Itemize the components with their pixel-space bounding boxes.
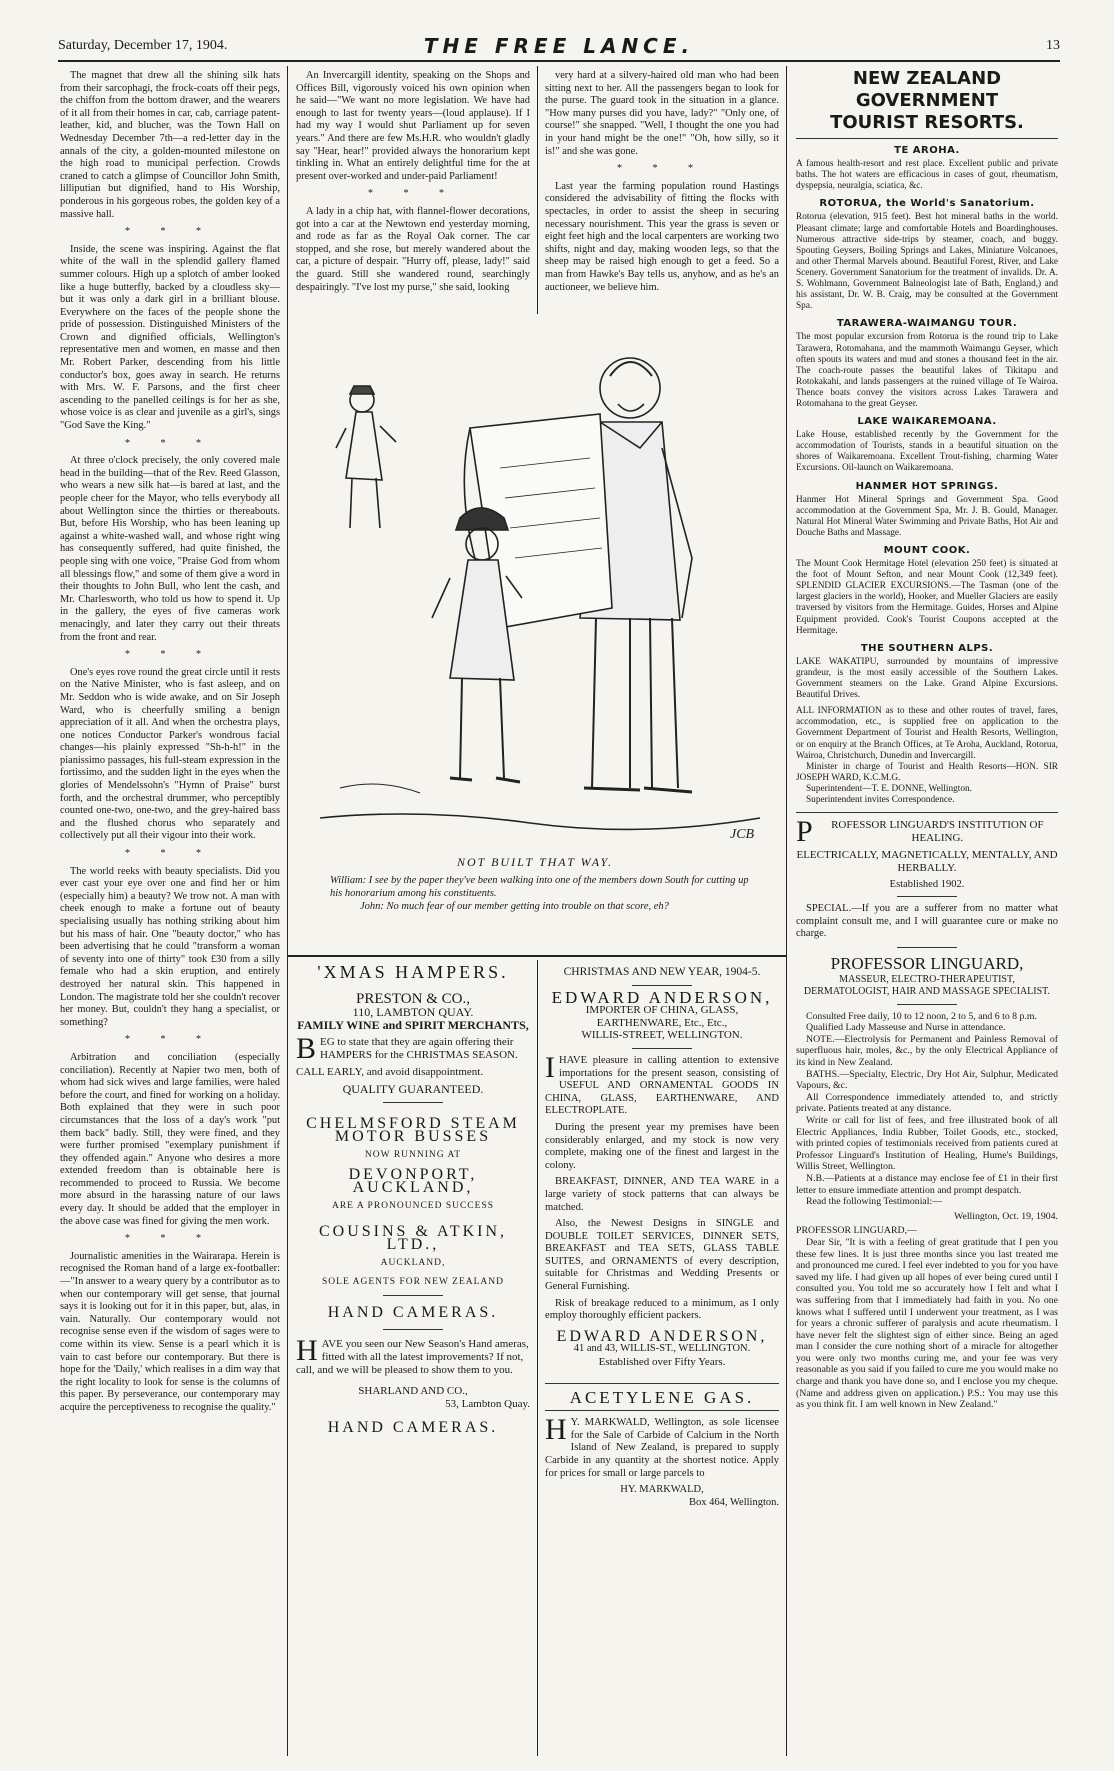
separator-stars: * * * xyxy=(125,848,215,860)
column-1-article xyxy=(60,70,280,1750)
divider xyxy=(632,1048,692,1049)
cousins-agents: SOLE AGENTS FOR NEW ZEALAND xyxy=(322,1277,504,1287)
separator-stars: * * * xyxy=(125,1233,215,1245)
divider xyxy=(383,1295,443,1296)
paragraph: The magnet that drew all the shining silk hats from their sarcophagi, the frock-coats off their pegs, the chiffon from the bottom drawer, and the wearers of it all from their homes in car, cab, carriage patent-leather, kid, and blucher, was the Town Hall on Wednesday December 7th—a red-letter day in the annals of the city, a golden-mounted milestone on the high road to municipal perfection. Crowds craned to catch a glimpse of Councillor John Smith, lilliputian but dignified, hand to His Worship, ponderous in his gorgeous robes, the golden key of a massive hall. xyxy=(60,70,280,220)
anderson-name: EDWARD ANDERSON, xyxy=(551,987,773,1007)
preston-address: 110, LAMBTON QUAY. xyxy=(352,1005,474,1019)
acetylene-name: HY. MARKWALD, xyxy=(620,1484,704,1496)
resort-text: Lake House, established recently by the Government for the accommodation of Tourists, stands in a beautiful situation on the shores of Waikaremoana. Excellent Trout-fishing, charming Water Excursions. Oil-launch on Waikaremoana. xyxy=(796,430,1058,474)
linguard-body: BATHS.—Specialty, Electric, Dry Hot Air, Sulphur, Medicated Vapours, &c. xyxy=(796,1068,1058,1092)
anderson-street: WILLIS-STREET, WELLINGTON. xyxy=(581,1029,743,1042)
resort-name: TARAWERA-WAIMANGU TOUR. xyxy=(836,318,1018,330)
cousins-city: AUCKLAND, xyxy=(380,1258,446,1268)
christmas-heading: CHRISTMAS AND NEW YEAR, 1904-5. xyxy=(563,966,761,978)
anderson-name-2: EDWARD ANDERSON, xyxy=(556,1327,768,1345)
tourist-heading-2: TOURIST RESORTS. xyxy=(830,112,1024,133)
ads-column-3 xyxy=(545,966,779,1756)
cartoon-illustration xyxy=(300,318,770,850)
resort-text: A famous health-resort and rest place. Excellent public and private baths. The hot waters are efficacious in cases of gout, rheumatism, dyspepsia, neuralgia, sciatica, &c. xyxy=(796,159,1058,192)
acetylene-box: Box 464, Wellington. xyxy=(689,1496,779,1508)
anderson-body-5: Risk of breakage reduced to a minimum, as I only employ thoroughly efficient packers. xyxy=(545,1297,779,1322)
divider xyxy=(897,1004,957,1005)
divider xyxy=(897,947,957,948)
hand-cameras-heading: HAND CAMERAS. xyxy=(327,1304,499,1321)
column-4-ads xyxy=(796,68,1058,1758)
resort-text: The Mount Cook Hermitage Hotel (elevation 250 feet) is situated at the foot of Mount Sefton, and near Mount Cook (12,349 feet). SPLENDID GLACIER EXCURSIONS.—The Tasman (one of the largest glaciers in the world), Hooker, and Mueller Glaciers are easily traversed by visitors from the Hermitage. Guides, Horses and Alpine Equipment provided. Cook's Tourist Coupons accepted at the Hermitage. xyxy=(796,559,1058,636)
paragraph: Inside, the scene was inspiring. Against the flat white of the wall in the splendid gallery flamed summer colours. High up a splotch of amber looked like a huge butterfly, backed by a cloudless sky—but it was only a dark girl in a brilliant blouse. Everywhere on the faces of the people shone the pride of possession. Distinguished Ministers of the Crown and dignified officials, Wellington's representative men and women, en masse and then Mr. Robert Parker, descending from his little conductor's box, goes away in search. He returns with Mrs. W. F. Parsons, and the first cheer ascending to the panelled ceilings is for her as she, whose voice is as clear and juvenile as a girl's, sings "God Save the King." xyxy=(60,243,280,432)
linguard-name: PROFESSOR LINGUARD, xyxy=(830,953,1024,973)
separator-stars: * * * xyxy=(125,226,215,238)
cousins-name: COUSINS & ATKIN, LTD., xyxy=(318,1223,507,1253)
separator-stars: * * * xyxy=(368,188,458,200)
resort-text: LAKE WAKATIPU, surrounded by mountains of impressive grandeur, is the most easily accessible of the Southern Lakes. Government steamers on the Lake. Grand Alpine Excursions. Beautiful Drives. xyxy=(796,656,1058,701)
tourist-info: ALL INFORMATION as to these and other routes of travel, fares, accommodation, etc., is supplied free on application to the Government Department of Tourist and Health Resorts, Wellington, or on enquiry at the Branch Offices, at Te Aroha, Auckland, Rotorua, Wairoa, Christchurch, Dunedin and Invercargill. xyxy=(796,706,1058,761)
linguard-established: Established 1902. xyxy=(889,879,965,891)
caption-line: John: No much fear of our member getting into trouble on that score, eh? xyxy=(360,901,669,912)
ads-column-2 xyxy=(296,966,530,1756)
paragraph: The world reeks with beauty specialists. Did you ever cast your eye over one and find her or him (especially him) a beauty? We trow not. A man with cheek enough to make a fortune out of beauty specialising usually has nothing striking about him but his mass of hair. One "beauty doctor," who has been advertising that he could "transform a woman of seventy into one of thirty" took £30 from a silly female who had a skin eruption, and entirely destroyed her natural skin. This happened in London. The magistrate told her she couldn't recover her money. But, couldn't they hang a specialist, or something? xyxy=(60,865,280,1028)
caption-line: William: I see by the paper they've been walking into one of the members down South for cutting up his honorarium among his constituents. xyxy=(330,875,749,899)
column-3-article xyxy=(545,70,779,314)
resort-text: Hanmer Hot Mineral Springs and Government Spa. Good accommodation at the Government Spa, Mr. J. B. Gould, Manager. Natural Hot Mineral Water Swimming and Private Baths, Hot Air and Douche Baths and Massage. xyxy=(796,494,1058,538)
chelmsford-place: DEVONPORT, AUCKLAND, xyxy=(348,1166,478,1196)
divider xyxy=(897,896,957,897)
masthead-rule xyxy=(58,60,1060,62)
paragraph: A lady in a chip hat, with flannel-flower decorations, got into a car at the Newtown end yesterday morning, and rode as far as the Royal Oak corner. The car stopped, and she rose, but merely wandered about the car, a picture of despair. "Hurry off, please, lady!" said the guard. Still she wandered round, searchingly despairingly. "I've lost my purse," she said, looking xyxy=(296,205,530,293)
linguard-body: N.B.—Patients at a distance may enclose fee of £1 in their first letter to ensure immediate attention and prompt despatch. xyxy=(796,1172,1058,1196)
masthead xyxy=(58,34,1060,56)
preston-call: CALL EARLY, and avoid disappointment. xyxy=(296,1066,484,1078)
acetylene-body: HY. MARKWALD, Wellington, as sole licensee for the Sale of Carbide of Calcium in the North Island of New Zealand, is prepared to supply Carbide in any quantity at the shortest notice. Apply for prices for small or large parcels to xyxy=(545,1413,779,1479)
preston-quality: QUALITY GUARANTEED. xyxy=(342,1082,484,1096)
xmas-hampers-heading: 'XMAS HAMPERS. xyxy=(317,966,509,982)
separator-stars: * * * xyxy=(125,649,215,661)
column-rule xyxy=(287,66,288,1756)
testimonial-date: Wellington, Oct. 19, 1904. xyxy=(954,1210,1058,1222)
resort-text: Rotorua (elevation, 915 feet). Best hot mineral baths in the world. Pleasant climate; large and comfortable Hotels and Boardinghouses. Numerous attractive side-trips by steamer, coach, and buggy. Spouting Geysers, Boiling Springs and Lakes, Miniature Volcanoes, and other Thermal Marvels abound. Beautiful Forest, River, and Lake Scenery. Government Sanatorium for the treatment of invalids. Dr. A. S. Wohlmann, Government Balneologist late of Bath, England,) and his assistant, Dr. W. B. Craig, may be consulted at the Government Spa. xyxy=(796,212,1058,312)
anderson-established: Established over Fifty Years. xyxy=(598,1356,726,1369)
issue-date: Saturday, December 17, 1904. xyxy=(58,38,228,53)
linguard-institution: PROFESSOR LINGUARD'S INSTITUTION OF HEALING. xyxy=(796,815,1044,849)
cartoon-signature: JCB xyxy=(730,827,755,842)
divider xyxy=(796,812,1058,813)
divider xyxy=(545,1383,779,1384)
anderson-body-1: IHAVE pleasure in calling attention to extensive importations for the present season, consisting of USEFUL AND ORNAMENTAL GOODS IN CHINA, GLASS, EARTHENWARE, AND ELECTROPLATE. xyxy=(545,1050,779,1117)
chelmsford-heading-1: CHELMSFORD STEAM xyxy=(306,1115,520,1132)
chelmsford-success: ARE A PRONOUNCED SUCCESS xyxy=(331,1201,495,1211)
tourist-minister: Minister in charge of Tourist and Health Resorts—HON. SIR JOSEPH WARD, K.C.M.G. xyxy=(796,761,1058,783)
paragraph: Arbitration and conciliation (especially conciliation). Recently at Napier two men, both of whom had sick wives and large families, were haled before the court, and fined for working on a holiday. Both explained that they were in such poor circumstances that the loss of a day's work "put them back" badly. Still, they were fined, and they were further promised "exemplary punishment if they offended again." Anyone who desires a more extended freedom than is obtainable here is recommended to proceed to Russia. We become more absurd in the harassing nature of our laws every day. It should be added that the employer in the above case was fined for giving the men work. xyxy=(60,1051,280,1227)
paragraph: very hard at a silvery-haired old man who had been sitting next to her. All the passengers began to look for the purse. The guard took in the situation in a glance. "How many purses did you have, lady?" "Only one, of course!" she snapped. "Well, I thought the one you had in your hand might be the one!" "Oh, how silly, so it is!" and she was gone. xyxy=(545,70,779,157)
resort-name: TE AROHA. xyxy=(894,145,960,156)
linguard-methods: ELECTRICALLY, MAGNETICALLY, MENTALLY, AND HERBALLY. xyxy=(796,849,1058,875)
tourist-heading-1: NEW ZEALAND GOVERNMENT xyxy=(852,68,1002,111)
linguard-body: All Correspondence immediately attended to, and strictly private. Patients treated at any distance. xyxy=(796,1091,1058,1115)
preston-body: BEG to state that they are again offering their HAMPERS for the CHRISTMAS SEASON. xyxy=(296,1032,518,1065)
divider xyxy=(632,985,692,986)
column-rule xyxy=(786,66,787,1756)
preston-name: PRESTON & CO., xyxy=(356,991,470,1007)
anderson-importer: IMPORTER OF CHINA, GLASS, EARTHENWARE, Etc., Etc., xyxy=(585,1004,739,1029)
newspaper-title: THE FREE LANCE. xyxy=(423,34,695,58)
separator-stars: * * * xyxy=(617,163,707,175)
linguard-body: Consulted Free daily, 10 to 12 noon, 2 to 5, and 6 to 8 p.m. xyxy=(806,1010,1037,1022)
tourist-super: Superintendent—T. E. DONNE, Wellington. xyxy=(806,783,972,794)
resort-name: THE SOUTHERN ALPS. xyxy=(860,642,994,654)
linguard-body: NOTE.—Electrolysis for Permanent and Painless Removal of superfluous hair, moles, &c., by the only Electrical Appliance of its kind in New Zealand. xyxy=(796,1033,1058,1069)
separator-stars: * * * xyxy=(125,437,215,449)
paragraph: One's eyes rove round the great circle until it rests on the Native Minister, who is fast asleep, and on Mr. Seddon who is wide awake, and on Sir Joseph Ward, who is cheerfully smiling a benign appreciation of it all. And when the orchestra plays, one notices Conductor Parker's wondrous facial changes—his plainly expressed "Sh-h-h!" in the pianissimo passages, his full-steam expression in the fortissimo, and the sudden light in the eyes when the glories of Mendelssohn's "Hymn of Praise" burst forth, and the orchestral drummer, who perceptibly counted one-two, one-two, and the grey-haired bass and the flushed chorus who separately and collectively put all their vigour into their work. xyxy=(60,666,280,842)
anderson-address: 41 and 43, WILLIS-ST., WELLINGTON. xyxy=(573,1343,751,1355)
anderson-body-3: BREAKFAST, DINNER, AND TEA WARE in a large variety of stock patterns that can always be matched. xyxy=(545,1176,779,1213)
paragraph: Journalistic amenities in the Wairarapa. Herein is recognised the Roman hand of a large ex-footballer:—"In answer to a weary query by a contributor as to when our contemporary will get sense, that journal says it is looking out for it in this paper, but, alas, in vain. Naturally. Our contemporary would not recognise sense even if the wisdom of sages were to come within its view. Sense is a pearl which it is vain to cast before our contemporary. But there is hope for the 'Daily,' which realises in a dim way that the right locality to look for sense is the columns of this paper. By perseverance, our contemporary may acquire the perceptiveness to recognise the quality." xyxy=(60,1250,280,1413)
preston-trade: FAMILY WINE and SPIRIT MERCHANTS, xyxy=(297,1018,529,1032)
testimonial-to: PROFESSOR LINGUARD,— xyxy=(796,1225,917,1237)
linguard-body: Qualified Lady Masseuse and Nurse in attendance. xyxy=(806,1022,1006,1034)
divider xyxy=(383,1102,443,1103)
column-rule xyxy=(537,66,538,314)
testimonial-body: Dear Sir, "It is with a feeling of great gratitude that I pen you these few lines. It is just three months since you last treated me and pronounced me cured. I feel ever indebted to you for you have saved my life. I had given up all hopes of ever being cured until I consulted you. You told me so accurately how I felt and what I was suffering from that I immediately had faith in you. No one knows what I suffered until I underwent your treatment, as I was for years a chronic sufferer of paralysis and acute rheumatism. I have never felt the slightest sign of either since. Being an aged man I consider the cure nothing short of a miracle for altogether you were only two months curing me, and your fee was very reasonable as you said if you failed to cure me you would make no charge and thank you have done so, and I enclose you my cheque. (Name and address given on application.) P.S.: You may use this as you think fit. I am well known in New Zealand." xyxy=(796,1236,1058,1411)
paragraph: Last year the farming population round Hastings considered the advisability of fitting the flocks with spectacles, in order to assist the sheep in securing necessary nourishment. This year the grass is seven or eight feet high and the local carpenters are working two shifts, night and day, making wooden legs, so that the sheep may be raised high enough to get a feed. So a man from Hawke's Bay tells us, anyhow, and as he's an auctioneer, we believe him. xyxy=(545,180,779,293)
acetylene-heading: ACETYLENE GAS. xyxy=(569,1387,755,1407)
column-rule xyxy=(537,960,538,1756)
resort-text: The most popular excursion from Rotorua is the round trip to Lake Tarawera, Rotomahana, and the mammoth Waimangu Geyser, which often spouts its waters and mud and stones a thousand feet in the air. The coach-route passes the beautiful lakes of Tikitapu and Rotokakahi, and lands passengers at the ruined village of Te Wairoa. Thence boats convey the visitors across Lakes Tarawera and Rotomahana to the great Geyser. xyxy=(796,332,1058,409)
cartoon-caption xyxy=(330,874,760,913)
hand-cameras-heading-2: HAND CAMERAS. xyxy=(327,1419,499,1436)
column-2-article xyxy=(296,70,530,314)
anderson-body-2: During the present year my premises have been considerably enlarged, and my stock is now very complete, making one of the finest and largest in the colony. xyxy=(545,1121,779,1171)
paragraph: At three o'clock precisely, the only covered male head in the building—that of the Rev. Reed Glasson, who wears a new silk hat—is bared at last, and the people cheer for the Mayor, who tells everybody all about Wellington since the thirties or thereabouts. But, before His Worship, who has been leaning up against a white-washed wall, and whose right wing has consequently suffered, had quite finished, the people sing with one voice, "Praise God from whom all blessings flow," and some of them give a word in their thoughts to John Bull, who lent the cash, and Mr. Charlesworth, who told us how to spend it. Up in the gallery, the eyes of five cameras work menacingly, and later they carry out their threats from the front and rear. xyxy=(60,455,280,643)
separator-stars: * * * xyxy=(125,1034,215,1046)
linguard-body: Read the following Testimonial:— xyxy=(806,1196,942,1208)
divider xyxy=(383,1329,443,1330)
divider xyxy=(796,138,1058,139)
linguard-body: Write or call for list of fees, and free illustrated book of all Electric Appliances, India Rubber, Toilet Goods, etc., stocked, with printed copies of testimonials received from patients cured at Professor Linguard's Institution of Healing, Hume's Buildings, Willis Street, Wellington. xyxy=(796,1115,1058,1173)
sharland-name: SHARLAND AND CO., xyxy=(358,1385,468,1397)
resort-name: MOUNT COOK. xyxy=(883,545,971,556)
anderson-body-4: Also, the Newest Designs in SINGLE and DOUBLE TOILET SERVICES, DINNER SETS, BREAKFAST and TEA SETS, GLASS TABLE SUITES, and ORNAMENTS of every description, suitable for Christmas and Wedding Presents or General Furnishing. xyxy=(545,1218,779,1293)
page-number: 13 xyxy=(1046,38,1060,53)
tourist-super-2: Superintendent invites Correspondence. xyxy=(806,794,955,805)
chelmsford-heading-2: MOTOR BUSSES xyxy=(334,1128,492,1145)
resort-name: HANMER HOT SPRINGS. xyxy=(855,480,999,492)
paragraph: An Invercargill identity, speaking on the Shops and Offices Bill, vigorously voiced his own opinion when he said—"We want no more legislation. We have had enough to last for twenty years—(loud applause). If I had my way I would shut Parliament up for seven years." And there are few Ms.H.R. who wouldn't gladly say "Hear, hear!" provided always the honorarium kept tinkling in. What an entirely delightful time for the at present over-worked and under-paid Parliament! xyxy=(296,70,530,182)
linguard-roles: MASSEUR, ELECTRO-THERAPEUTIST, DERMATOLOGIST, HAIR AND MASSAGE SPECIALIST. xyxy=(803,973,1051,997)
cartoon-title: NOT BUILT THAT WAY. xyxy=(456,855,614,869)
hand-cameras-body: HAVE you seen our New Season's Hand ameras, fitted with all the latest improvements? If not, call, and we will be pleased to show them to you. xyxy=(296,1334,529,1376)
divider xyxy=(545,1410,779,1411)
chelmsford-now: NOW RUNNING AT xyxy=(364,1150,462,1160)
resort-name: LAKE WAIKAREMOANA. xyxy=(857,416,997,428)
resort-name: ROTORUA, the World's Sanatorium. xyxy=(819,198,1035,210)
sharland-address: 53, Lambton Quay. xyxy=(445,1398,530,1410)
section-rule xyxy=(288,955,786,957)
linguard-special: SPECIAL.—If you are a sufferer from no matter what complaint consult me, and I will guarantee cure or make no charge. xyxy=(796,903,1058,940)
